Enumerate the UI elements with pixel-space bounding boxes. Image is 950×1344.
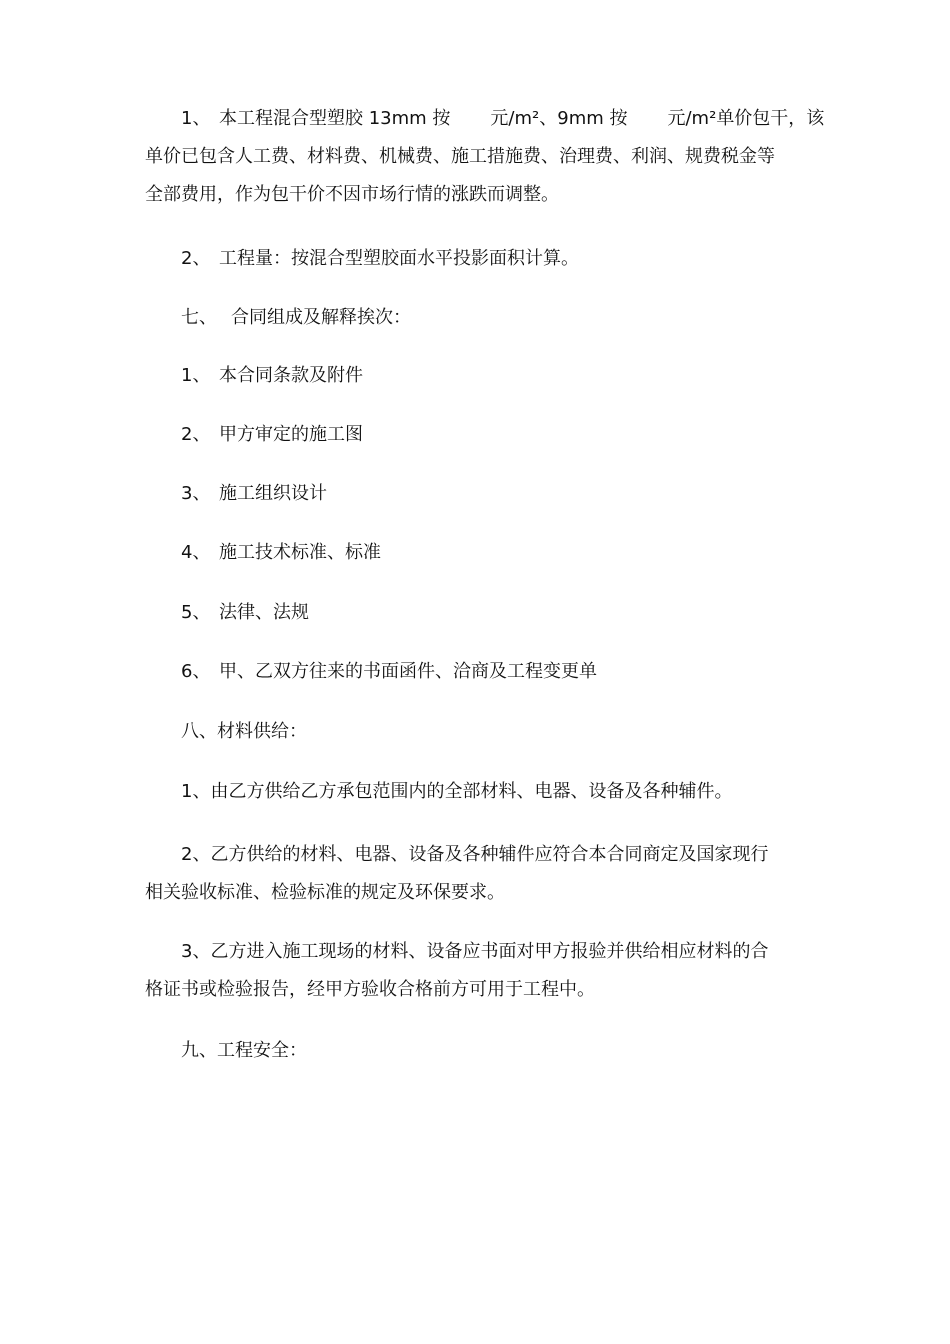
item-text: 2、乙方供给的材料、电器、设备及各种辅件应符合本合同商定及国家现行 [181,844,769,865]
item-text: 甲、乙双方往来的书面函件、洽商及工程变更单 [219,661,597,682]
item-number: 4、 [181,542,211,563]
list-item [145,773,846,811]
list-item [145,357,846,395]
item-text: 相关验收标准、检验标准的规定及环保要求。 [145,882,505,903]
item-text: 3、乙方进入施工现场的材料、设备应书面对甲方报验并供给相应材料的合 [181,941,769,962]
section-title: 九、工程安全： [181,1040,307,1061]
list-item [145,933,810,1009]
section-heading-9 [145,1032,846,1070]
section-heading-7 [145,299,846,337]
section-title: 合同组成及解释挨次： [231,307,411,328]
section-title: 八、材料供给： [181,721,307,742]
list-item [145,475,846,513]
item-number: 3、 [181,483,211,504]
section-heading-8 [145,713,846,751]
item-text: 法律、法规 [219,602,309,623]
item-text: 格证书或检验报告，经甲方验收合格前方可用于工程中。 [145,979,595,1000]
item-text: 本合同条款及附件 [219,365,363,386]
paragraph-line [145,100,825,138]
paragraph-unit-price [145,100,825,214]
item-number: 2、 [181,248,211,269]
list-item [145,594,846,632]
paragraph-quantity [145,240,846,278]
section-number: 七、 [181,307,217,328]
list-item [145,534,846,572]
item-text: 甲方审定的施工图 [219,424,363,445]
item-number: 2、 [181,424,211,445]
paragraph-line: 全部费用，作为包干价不因市场行情的涨跌而调整。 [145,184,559,205]
unit-text: 元/m² [667,108,717,129]
paragraph-text: 单价包干，该 [716,108,825,129]
item-number: 1、 [181,108,211,129]
paragraph-text: 本工程混合型塑胶 13mm 按 [219,108,451,129]
item-number: 5、 [181,602,211,623]
item-number: 1、 [181,365,211,386]
item-text: 施工技术标准、标准 [219,542,381,563]
list-item [145,836,810,912]
item-text: 1、由乙方供给乙方承包范围内的全部材料、电器、设备及各种辅件。 [181,781,733,802]
paragraph-line: 单价已包含人工费、材料费、机械费、施工措施费、治理费、利润、规费税金等 [145,146,775,167]
list-item [145,416,846,454]
item-number: 6、 [181,661,211,682]
item-text: 施工组织设计 [219,483,327,504]
list-item [145,653,846,691]
paragraph-text: 工程量：按混合型塑胶面水平投影面积计算。 [219,248,579,269]
unit-text: 元/m²、9mm 按 [490,108,628,129]
